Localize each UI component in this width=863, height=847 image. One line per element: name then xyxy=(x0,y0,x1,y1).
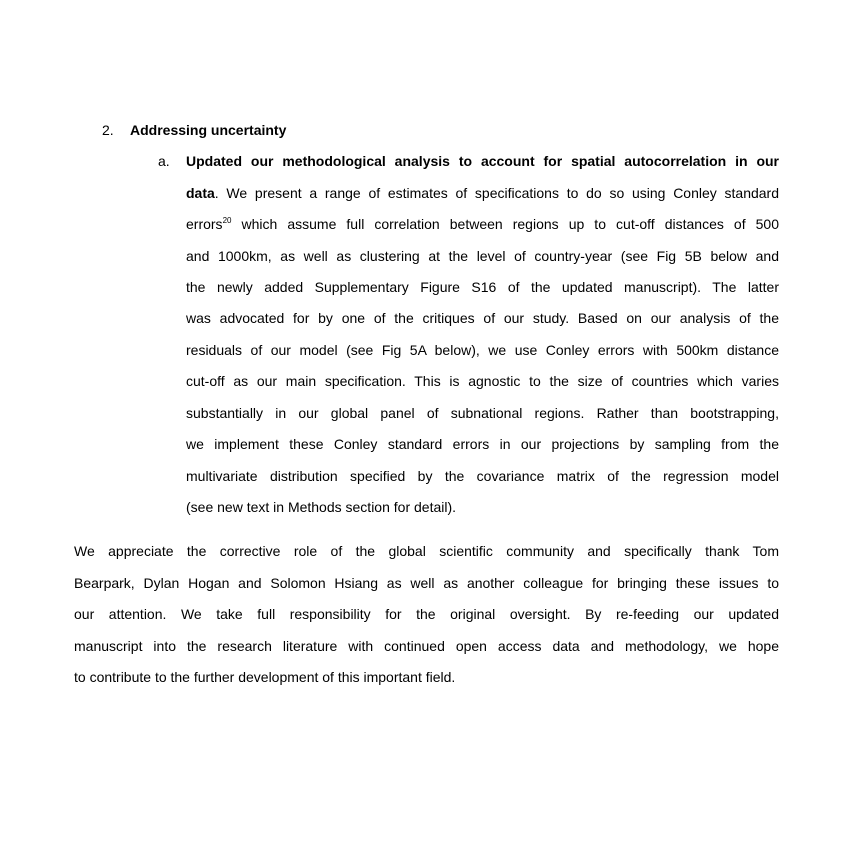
closing-line: our attention. We take full responsibility for the original oversight. By re-feeding our updated xyxy=(74,606,779,622)
paragraph-line: residuals of our model (see Fig 5A below), we use Conley errors with 500km distance xyxy=(186,342,779,358)
paragraph-line xyxy=(186,214,779,234)
line-text: which assume full correlation between regions up to cut-off distances of 500 xyxy=(231,216,779,232)
paragraph-line: multivariate distribution specified by the covariance matrix of the regression model xyxy=(186,468,779,484)
paragraph-line xyxy=(186,183,779,203)
closing-line: We appreciate the corrective role of the global scientific community and specifically thank Tom xyxy=(74,543,779,559)
paragraph-line: we implement these Conley standard errors in our projections by sampling from the xyxy=(186,436,779,452)
line-text: . We present a range of estimates of specifications to do so using Conley standard xyxy=(214,185,779,201)
closing-line: manuscript into the research literature with continued open access data and methodology, we hope xyxy=(74,638,779,654)
closing-line: Bearpark, Dylan Hogan and Solomon Hsiang as well as another colleague for bringing these issues to xyxy=(74,575,779,591)
paragraph-line-last: (see new text in Methods section for detail). xyxy=(186,499,457,515)
bold-lead-end: data xyxy=(186,185,215,201)
paragraph-line: and 1000km, as well as clustering at the level of country-year (see Fig 5B below and xyxy=(186,248,779,264)
line-text: errors xyxy=(186,216,223,232)
section-heading: Addressing uncertainty xyxy=(130,122,287,138)
paragraph-line: was advocated for by one of the critiques of our study. Based on our analysis of the xyxy=(186,310,779,326)
sublist-marker: a. xyxy=(158,153,170,169)
subitem-bold-lead: Updated our methodological analysis to account for spatial autocorrelation in our xyxy=(186,153,779,169)
closing-line-last: to contribute to the further development of this important field. xyxy=(74,669,456,685)
paragraph-line: the newly added Supplementary Figure S16 of the updated manuscript). The latter xyxy=(186,279,779,295)
footnote-ref: 20 xyxy=(222,216,232,225)
paragraph-line: cut-off as our main specification. This is agnostic to the size of countries which varies xyxy=(186,373,779,389)
paragraph-line: substantially in our global panel of subnational regions. Rather than bootstrapping, xyxy=(186,405,779,421)
list-number: 2. xyxy=(102,122,114,138)
